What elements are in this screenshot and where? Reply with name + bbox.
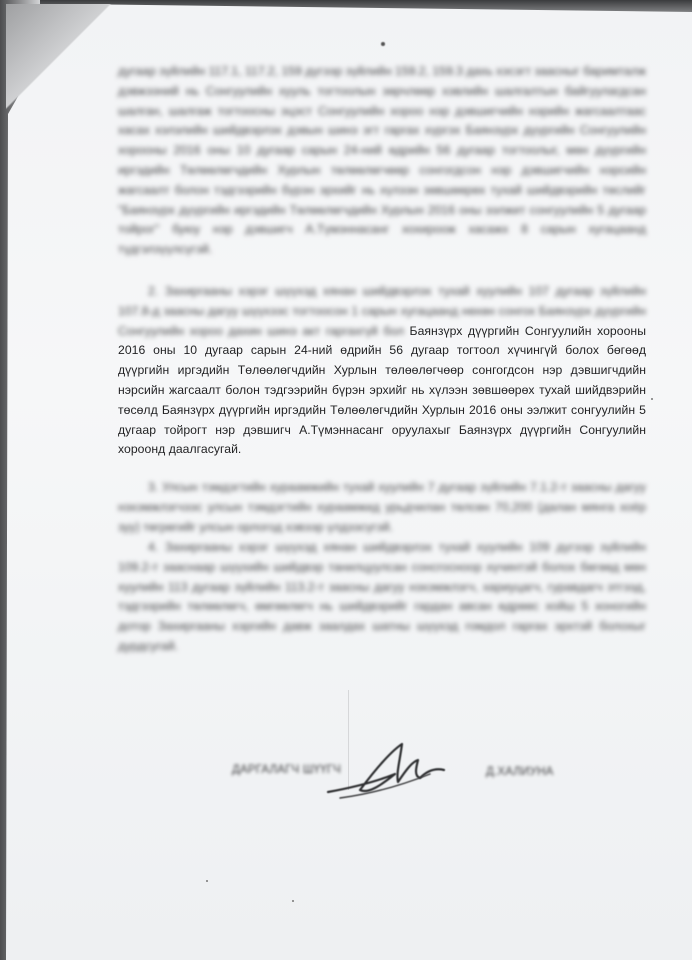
speck [292, 900, 294, 902]
paragraph-2-legible: Баянзүрх дүүргийн Сонгуулийн хорооны 2016 оны 10 дугаар сарын 24-ний өдрийн 56 дугаар тогтоол хүчингүй болох бөгөөд дүүргийн иргэдийн Төлөөлөгчдийн Хурлын төлөөлөгчөөр сонгогдсон нэр дэвшигчдийн нэрсийн жагсаалт болон тэдгээрийн бүрэн эрхийг нь хүлээн зөвшөөрөх тухай шийдвэрийн төсөлд Баянзүрх дүүргийн иргэдийн Төлөөлөгчдийн Хурлын 2016 оны ээлжит сонгуулийн 5 дугаар тойрогт нэр дэвшигч А.Түмэннасанг оруулахыг Баянзүрх дүүргийн Сонгуулийн хороонд даалгасугай. [118, 323, 646, 457]
paragraph-2-blurred: 2. Захиргааны хэрэг шүүхэд хянан шийдвэрлэх тухай хуулийн 107 дугаар зүйлийн 107.8-д заасны дагуу шүүхээс тогтоосон 1 сарын хугацаанд нөхөн сонгох Баянзүрх дүүргийн Сонгуулийн хороо дахин шинэ акт гаргахгүй бол [118, 284, 646, 338]
signatory-name: Д.ХАЛИУНА [486, 766, 554, 778]
speck [651, 398, 653, 400]
paragraph-1: дугаар зүйлийн 117.1, 117.2, 159 дүгээр зүйлийн 159.2, 159.3 дахь хэсэгт заасныг баримталж дэвжээний нь Сонгуулийн хууль тогтоолын зөрчлөөр хэвлийн шалгалтын байгуулагдсан шалган, шалгаж тогтоосны эцэст Сонгуулийн хороо нэр дэвшигчийн нэрийн жагсаалтаас хасах хэлэлийн шийдвэрлэх дэвын шинэ эгт гаргах хүргэх Баянзүрх дүүргийн Сонгуулийн хорооны 2016 оны 10 дугаар сарын 24-ний өдрийн 56 дугаар тогтоолыг, мөн дүүргийн иргэдийн Төлөөлөгчдийн Хурлын төлөөлөгчөөр сонгогдсон нэр дэвшигчийн нэрсийн жагсаалт болон тэдгээрийн бүрэн эрхийг нь хүлээн зөвшөөрөх тухай шийдвэрийн төслийг "Баянзүрх дүүргийн иргэдийн Төлөөлөгчдийн Хурлын 2016 оны ээлжит сонгуулийн 5 дугаар тойрог" буюу нэр дэвшигч А.Түмэннасанг хохироож хасажх 8 сарын хугацаанд түдгэлзүүлсүгэй. [118, 64, 646, 257]
signatory-title: ДАРГАЛАГЧ ШҮҮГЧ [232, 764, 342, 776]
page-fold-corner [6, 4, 116, 124]
paragraph-3: 3. Улсын тэмдэгтийн хураамжийн тухай хуулийн 7 дугаар зүйлийн 7.1.2-т заасны дагуу нэхэмжлэгчээс улсын тэмдэгтийн хураамжид урьдчилан төлсөн 70,200 (далан мянга хоёр зуу) төгрөгийг улсын орлогод хэвээр үлдээсүгэй. [118, 480, 646, 534]
signature-mark-icon [320, 730, 460, 810]
hole-punch-mark [381, 42, 385, 46]
speck [206, 880, 208, 882]
paragraph-4: 4. Захиргааны хэрэг шүүхэд хянан шийдвэрлэх тухай хуулийн 109 дүгээр зүйлийн 109.2-т зааснаар шүүхийн шийдвэр танилцуулсан сонсгосноор хүчинтэй болох бөгөөд мөн хуулийн 113 дугаар зүйлийн 113.2-т заасны дагуу нэхэмжлэгч, хариуцагч, гуравдагч этгээд, тэдгээрийн төлөөлөгч, өмгөөлөгч нь шийдвэрийг гардан авсан өдрөөс хойш 5 хоногийн дотор Захиргааны хэргийн давж заалдах шатны шүүхэд гомдол гаргах эрхтэй болохыг дурдсугай. [118, 540, 646, 653]
paragraph-2 [118, 282, 646, 460]
